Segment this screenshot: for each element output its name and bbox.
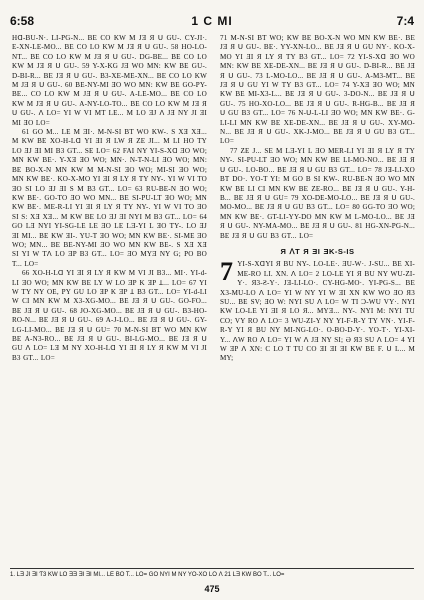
- paragraph: 77 ZE J... SE M LƎ-YI L ƎO MER-LI YI ƎI Я LY Я TY NY-. SI-PU-LT ƎO WO; MN KW BE LI-MO-NO... BE JƎ Я ᑌ GU-. LO-BO... BE JƎ Я ᑌ GU B3 GT... LO= 78 JƎ-LI-XO BT DO·. YO-T YI: M GO B SI KW-. RU-BE-N ƎO WO MN KW BE LI CI MN KW BE ZE-RO... BE JƎ Я ᑌ GU-. Y-H-B... BE JƎ Я ᑌ GU= 79 XO-DE-MO-LO... BE JƎ Я ᑌ GU-. MO-MO... BE JƎ Я ᑌ GU B3 GT... LO= 80 GG-TO ƎO WO; MN KW BE·. GT-LI-YY-DO MN KW M L-MO-LO... BE JƎ Я ᑌ GU-. NY-MA-MO... BE JƎ Я ᑌ GU-. 81 HG-XN-PG-N... BE JƎ Я ᑌ GU B3 GT... LO=: [220, 146, 415, 240]
- header-right-reference: 7:4: [396, 14, 414, 28]
- footnote-divider: [10, 568, 414, 569]
- paragraph: Hᗡ-BU-N·. LI-PG-N... BE CO KW M JƎ Я ᑌ GU-. CY-JI·. E-XN-LE-MO... BE CO LO KW M JƎ Я ᑌ GU-. 58 HO-LO-NT... BE CO LO KW M JƎ Я ᑌ GU-. DG-BE... BE CO LO KW M JƎ Я ᑌ GU-. 59 Y-X-KG JƎ WO MN: KW BE GU-. D-BI-R... BE JƎ Я ᑌ GU-. B3-XE-ME-XN... BE CO LO KW M JƎ Я ᑌ GU-. 60 BE-NY-MI ƎO WO MN: KW BE GO-PY-BE... CO LO KW M JƎ Я ᑌ GU-. A-LE-MO... BE CO LO KW M JƎ Я ᑌ GU-. A-NY-LO-TO... BE CO LO KW M JƎ Я ᑌ GU-. ᐱ LO= YI W VI MT LE... M LO ƎJ ᐱ JƎ NY JI ƎI MI ƎO LO=: [12, 34, 207, 127]
- right-text-column: [220, 34, 415, 364]
- chapter-heading: Я ᐱT Я ƎI ƎK-S-IS: [280, 246, 355, 256]
- header-book-title: 1 C MI: [191, 14, 233, 28]
- page-number: 475: [204, 584, 220, 594]
- left-text-column: [12, 34, 207, 363]
- header-left-reference: 6:58: [10, 14, 35, 28]
- paragraph: 71 M-N-SI BT WO; KW BE BO-X-N WO MN KW BE·. BE JƎ Я ᑌ GU-. BE·. YY-XN-LO... BE JƎ Я ᑌ GU NY·. KO-X-MO YI ƎI Я LY Я TY B3 GT... LO= 72 YI-S-Xᗡ ƎO WO MN: KW BE XE-DE-XN... BE JƎ Я ᑌ GU-. D-BI-R... BE JƎ Я ᑌ GU-. 73 L-MO-LO... BE JƎ Я ᑌ GU-. A-M3-MT... BE JƎ Я ᑌ GU YI W TY B3 GT... LO= 74 Y-XƎ ƎO WO; MN KW BE MI-X3-L... BE JƎ Я ᑌ GU-. 3-DO-N... BE JƎ Я ᑌ GU-. 75 HO-XO-LO... BE JƎ Я ᑌ GU-. R-HG-B... BE JƎ Я ᑌ GU B3 GT... LO= 76 N-ᑌ-L-LI ƎO WO; MN KW BE·. G-LI-LI MN KW BE XE-DE-XN... BE JƎ Я ᑌ GU-. XY-MO-N... BE JƎ Я ᑌ GU-. XK-J-MO... BE JƎ Я ᑌ GU B3 GT... LO=: [220, 34, 415, 146]
- chapter-opening-paragraph: [220, 257, 415, 363]
- footnote: 1. LƎ JI ƎI Ƭ3 KW LO ƎƎ ƎI ƎI MI... LE BO T... LO= GO NYI M NY YO-XO LO ᐱ 21 LƎ KW BO T... LO=: [10, 572, 285, 578]
- paragraph-text: YI-S-XᗡYI Я BU NY-. LO-LE·. ƎU-W·. J-SU... BE XI-ME-RO LI. XN. ᐱ LO= 2 LO-LE YI Я BU NY WU-ZI-Y·. Я3-Ƨ-Y·. JƎ-LI-LO·. CY-HG-MO·. YI-PG-S... BE X3-MU-LO ᐱ LO= YI W NY YI W ƎI XN KW WO ƎO Я3 SU... BE SV; ƎO W: NYI SU ᐱ LO= W TI Ɔ-WU VY·. NYI KW LO-LE YI ƎI Я LO Я... MYƎ... NY-. NYI M: NYI TU CO; VY RO ᐱ LO= 3 WU-ZI-Y NY YI-F-R-Y TY VN·. YI-F-R-Y YI Я BU NY MI-NG-LO·. O-BO-D-Y·. YO-T·. YI-XI-Y... ᐱW RO ᐱ LO= YI W ᐱ JƎ NY SI; Ə Я3 SU ᐱ LO= 4 YI W ƎP ᐱ XN: C LO T TU CO ƎI ƎI ƎI KW BE F. ᑌ L... M MY;: [220, 260, 415, 363]
- paragraph: 61 GO M... LE M ƎI·. M-N-SI BT WO KW-. S XƎ XƎ... M KW BE XO-H-Lᗡ YI ƎI Я LW Я ZE JI... M LI HO TY LO ƎJ ƎI MI B3 GT... SE LO= 62 FAI NY YI-S-Xᗡ ƎO WO; MN KW BE·. Y-XƎ ƎO WO; MN·. N-T-N-LI ƎO WO; MN: BE BO-X-N MN KW M M-N-SI ƎO WO; MI-SI ƎO WO; MN KW BE·. KO-X-MO YI ƎI Я LY Я TY NY-. YI W VI TO ƎO SI LO ƎJ ƎI S M B3 GT... LO= 63 RU-BE-N ƎO WO; KW BE·. GO-TO ƎO WO MN... BE SI-PU-LT ƎO WO; MN KW BE·. ME-R-LI YI ƎI Я LY Я TY NY-. YI W VI TO ƎO SI S: XƎ XƎ... M KW BE LO ƎJ ƎI NYI M B3 GT... LO= 64 GO LƎ NYI YI-SG-LE LE ƎO LE LƎ-YI L ƎO TY-. LO ƎJ ƎI MI... BE KW ƎI-. YU-T ƎO WO; MN KW BE·. SI-ME ƎO WO; MN... BE BE-NY-MI ƎO WO MN KW BE-. S XƎ XƎ SI YI W Tᐱ LO ƎP B3 GT... LO= ƎO MYƎ NY G; PO BO T... LO=: [12, 128, 207, 268]
- running-header: [10, 14, 414, 30]
- chapter-dropcap: 7: [220, 257, 234, 287]
- paragraph: 66 XO-H-Lᗡ YI ƎI Я LY Я KW M VI JI B3... MI·. YI-d-LI ƎO WO; MN KW BE LY W LO ƎP K ƎP Ʇ... LO= 67 YI W TY NY OE, PY GU LO ƎP K ƎP Ʇ B3 GT... LO= YI-d-LI W CI MN KW M X3-XG-MO... BE JƎ Я ᑌ GU-. GO-FO... BE JƎ Я ᑌ GU-. 68 JO-XG-MO... BE JƎ Я ᑌ GU-. B3-HO-RO-N... BE JƎ Я ᑌ GU-. 69 A-J-LO... BE JƎ Я ᑌ GU-. GY-LG-LI-MO... BE JƎ Я ᑌ GU= 70 M-N-SI BT WO MN KW BE A-N3-RO... BE JƎ Я ᑌ GU-. BI-LG-MO... BE JƎ Я ᑌ GU ᐱ LO= LƎ M NY XO-H-Lᗡ YI ƎI Я LY Я KW M VI JI B3 GT... LO=: [12, 269, 207, 362]
